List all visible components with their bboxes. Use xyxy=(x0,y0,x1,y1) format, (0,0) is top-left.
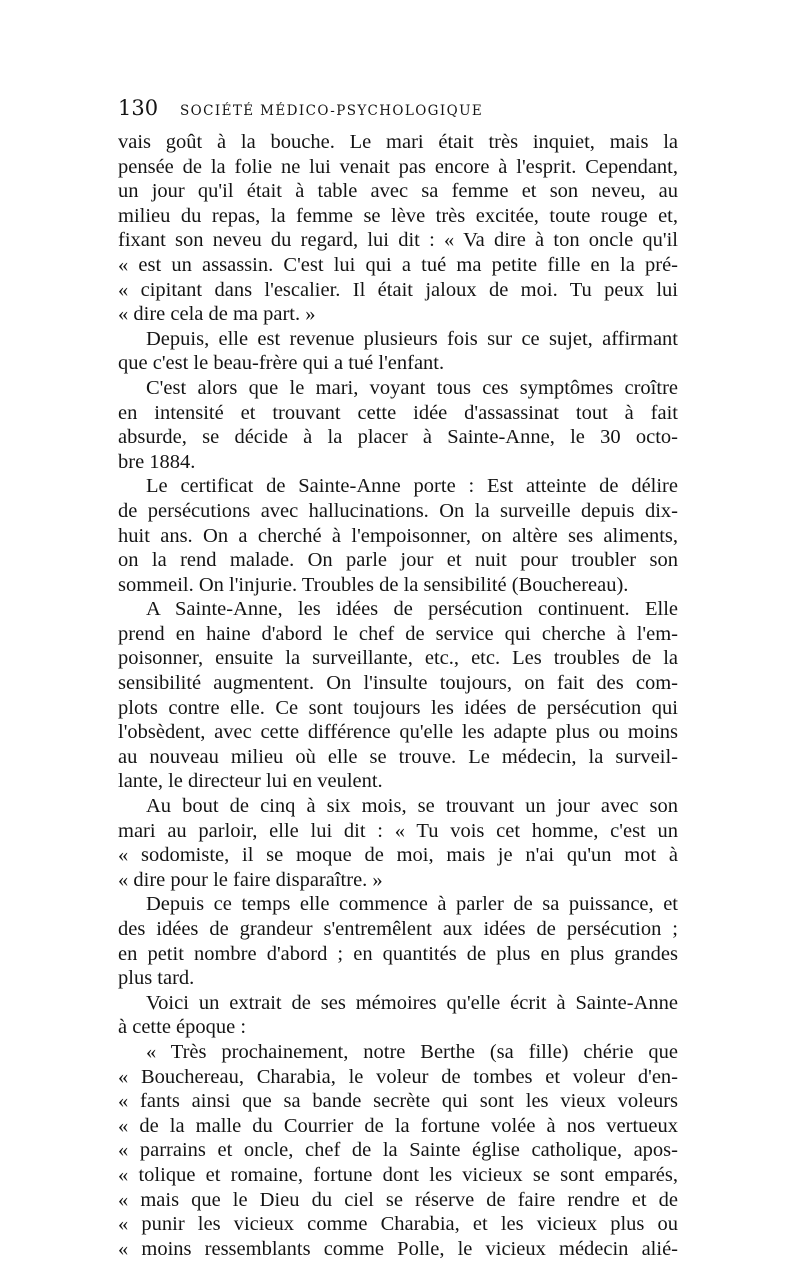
text-line: l'obsèdent, avec cette différence qu'elle les adapte plus ou moins xyxy=(118,721,678,744)
page-number: 130 xyxy=(118,96,159,120)
text-line: des idées de grandeur s'entremêlent aux idées de persécution ; xyxy=(118,918,678,940)
text-line: bre 1884. xyxy=(118,450,196,473)
text-line: « punir les vicieux comme Charabia, et les vicieux plus ou xyxy=(118,1213,678,1236)
text-line: à cette époque : xyxy=(118,1016,247,1039)
running-title: SOCIÉTÉ MÉDICO-PSYCHOLOGIQUE xyxy=(180,103,484,119)
text-line: prend en haine d'abord le chef de service qui cherche à l'em- xyxy=(118,622,678,645)
text-line: fixant son neveu du regard, lui dit : « Va dire à ton oncle qu'il xyxy=(118,229,678,252)
text-line: Le certificat de Sainte-Anne porte : Est atteinte de délire xyxy=(146,475,678,498)
text-line: Voici un extrait de ses mémoires qu'elle écrit à Sainte-Anne xyxy=(146,991,678,1014)
text-line: plus tard. xyxy=(118,967,195,990)
text-line: huit ans. On a cherché à l'empoisonner, on altère ses aliments, xyxy=(118,524,678,547)
text-line: absurde, se décide à la placer à Sainte-Anne, le 30 octo- xyxy=(118,426,678,449)
text-line: on la rend malade. On parle jour et nuit pour troubler son xyxy=(118,549,678,572)
text-line: « Très prochainement, notre Berthe (sa fille) chérie que xyxy=(146,1040,678,1063)
text-line: « cipitant dans l'escalier. Il était jaloux de moi. Tu peux lui xyxy=(118,278,678,301)
text-line: plots contre elle. Ce sont toujours les idées de persécution qui xyxy=(118,696,678,719)
text-line: Depuis, elle est revenue plusieurs fois sur ce sujet, affirmant xyxy=(146,327,678,350)
text-line: « de la malle du Courrier de la fortune volée à nos vertueux xyxy=(118,1114,678,1137)
text-line: « dire pour le faire disparaître. » xyxy=(118,868,383,891)
text-line: « fants ainsi que sa bande secrète qui sont les vieux voleurs xyxy=(118,1090,678,1113)
text-line: pensée de la folie ne lui venait pas encore à l'esprit. Cependant, xyxy=(118,155,678,178)
text-line: un jour qu'il était à table avec sa femme et son neveu, au xyxy=(118,180,678,203)
text-line: sensibilité augmentent. On l'insulte toujours, on fait des com- xyxy=(118,672,678,695)
text-line: « sodomiste, il se moque de moi, mais je n'ai qu'un mot à xyxy=(118,844,678,867)
page-header xyxy=(118,96,678,130)
text-line: lante, le directeur lui en veulent. xyxy=(118,770,383,793)
text-line: Depuis ce temps elle commence à parler de sa puissance, et xyxy=(146,893,678,916)
text-line: « est un assassin. C'est lui qui a tué ma petite fille en la pré- xyxy=(118,253,678,276)
text-line: de persécutions avec hallucinations. On la surveille depuis dix- xyxy=(118,499,678,522)
book-page xyxy=(118,96,678,1261)
text-line: « Bouchereau, Charabia, le voleur de tombes et voleur d'en- xyxy=(118,1065,678,1088)
text-line: A Sainte-Anne, les idées de persécution continuent. Elle xyxy=(146,598,678,621)
text-line: C'est alors que le mari, voyant tous ces symptômes croître xyxy=(146,376,678,399)
text-line: en petit nombre d'abord ; en quantités de plus en plus grandes xyxy=(118,942,678,965)
text-line: en intensité et trouvant cette idée d'assassinat tout à fait xyxy=(118,401,678,424)
text-line: « mais que le Dieu du ciel se réserve de faire rendre et de xyxy=(118,1188,678,1211)
text-line: sommeil. On l'injurie. Troubles de la sensibilité (Bouchereau). xyxy=(118,573,629,596)
text-line: au nouveau milieu où elle se trouve. Le médecin, la surveil- xyxy=(118,745,678,768)
text-line: milieu du repas, la femme se lève très excitée, toute rouge et, xyxy=(118,204,678,227)
text-line: poisonner, ensuite la surveillante, etc., etc. Les troubles de la xyxy=(118,647,678,670)
text-line: « tolique et romaine, fortune dont les vicieux se sont emparés, xyxy=(118,1163,678,1186)
text-line: que c'est le beau-frère qui a tué l'enfant. xyxy=(118,352,445,375)
text-line: mari au parloir, elle lui dit : « Tu vois cet homme, c'est un xyxy=(118,819,678,842)
text-line: « parrains et oncle, chef de la Sainte église catholique, apos- xyxy=(118,1139,678,1162)
text-line: « moins ressemblants comme Polle, le vicieux médecin alié- xyxy=(118,1237,678,1260)
text-line: « dire cela de ma part. » xyxy=(118,303,316,326)
text-line: vais goût à la bouche. Le mari était très inquiet, mais la xyxy=(118,131,678,153)
text-line: Au bout de cinq à six mois, se trouvant un jour avec son xyxy=(146,795,678,818)
body-text xyxy=(118,130,678,1261)
